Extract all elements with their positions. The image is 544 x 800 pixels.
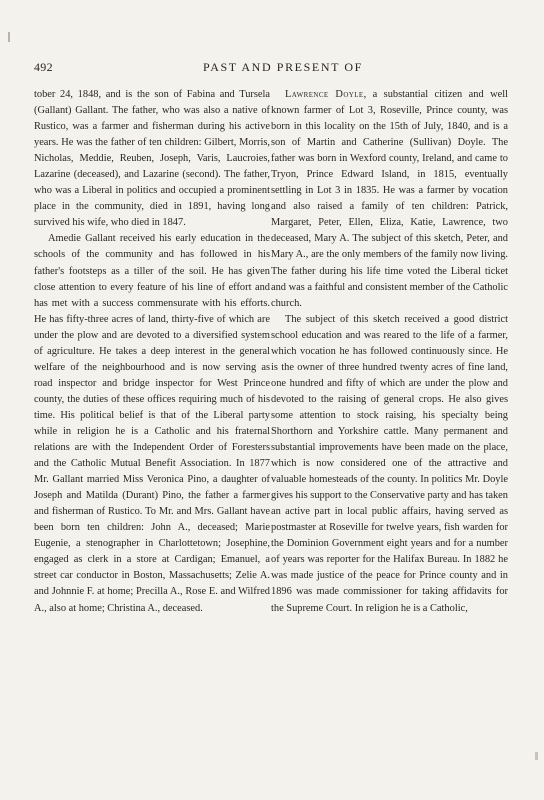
running-head: PAST AND PRESENT OF [203, 60, 363, 74]
page-header [34, 60, 522, 78]
page-number: 492 [34, 60, 53, 74]
paragraph-lawrence-doyle-career: The subject of this sketch received a good district school education and was reared to the life of a farmer, which vocation he has followed continuously since. He is the owner of three hundred twenty acres of fine land, one hundred and fifty of which are under the plow and devoted to the raising of general crops. He also gives some attention to stock raising, his specialty being Shorthorn and Yorkshire cattle. Many permanent and substantial improvements have been made on the place, which is now considered one of the attractive and valuable homesteads of the county. In politics Mr. Doyle gives his support to the Conservative party and has taken an active part in local public affairs, having served as postmaster at Roseville for twelve years, fish warden for the Dominion Government eight years and for a number of years was reporter for the Halifax Bureau. In 1882 he was made justice of the peace for Prince county and in 1896 was made commissioner for taking affidavits for the Supreme Court. In religion he is a Catholic, [271, 313, 508, 614]
right-column [271, 87, 508, 617]
scan-artifact-mark [535, 752, 538, 760]
entry-name-lawrence-doyle: Lawrence Doyle [285, 89, 364, 100]
paragraph-amedie-gallant: Amedie Gallant received his early education in the schools of the community and has followed in his father's footsteps as a tiller of the soil. He has given close attention to every feature of his line of effort and has met with a success commensurate with his efforts. He has fifty-three acres of land, thirty-five of which are under the plow and are devoted to a diversified system of agriculture. He takes a deep interest in the general welfare of the neighbourhood and is now serving as road inspector and bridge inspector for West Prince county, the duties of these offices requiring much of his time. His political belief is that of the Liberal party while in religion he is a Catholic and his fraternal relations are with the Independent Order of Foresters and the Catholic Mutual Benefit Association. In 1877 Mr. Gallant married Miss Veronica Pino, a daughter of Joseph and Matilda (Durant) Pino, the father a farmer and fisherman of Rustico. To Mr. and Mrs. Gallant have been born ten children: John A., deceased; Marie Eugenie, a stenographer in Charlottetown; Josephine, engaged as clerk in a store at Cardigan; Emanuel, a street car conductor in Boston, Massachusetts; Zelie A. and Johnnie F. at home; Precilla A., Rose E. and Wilfred A., also at home; Christina A., deceased. [34, 233, 270, 614]
scan-artifact-mark [8, 32, 10, 42]
paragraph-gallant-family: tober 24, 1848, and is the son of Fabina and Tursela (Gallant) Gallant. The father, who was also a native of Rustico, was a farmer and fisherman during his active years. He was the father of ten children: Gilbert, Morris, Nicholas, Meddie, Reuben, Joseph, Varis, Laucroies, Lazarine (deceased), and Lazarine (second). The father, who was a Liberal in politics and occupied a prominent place in the community, died in 1891, having long survived his wife, who died in 1847. [34, 89, 270, 229]
paragraph-lawrence-doyle-intro [271, 87, 508, 312]
left-column [34, 87, 270, 617]
paragraph-lawrence-doyle-text: , a substantial citizen and well known farmer of Lot 3, Roseville, Prince county, was born in this locality on the 15th of July, 1840, and is a son of Martin and Catherine (Sullivan) Doyle. The father was born in Wexford county, Ireland, and came to Tryon, Prince Edward Island, in 1815, eventually settling in Lot 3 in 1835. He was a farmer by vocation and also raised a family of ten children: Patrick, Margaret, Peter, Ellen, Eliza, Katie, Lawrence, two deceased, Mary A. The subject of this sketch, Peter, and Mary A., are the only members of the family now living. The father during his life time voted the Liberal ticket and was a faithful and consistent member of the Catholic church. [271, 89, 508, 309]
